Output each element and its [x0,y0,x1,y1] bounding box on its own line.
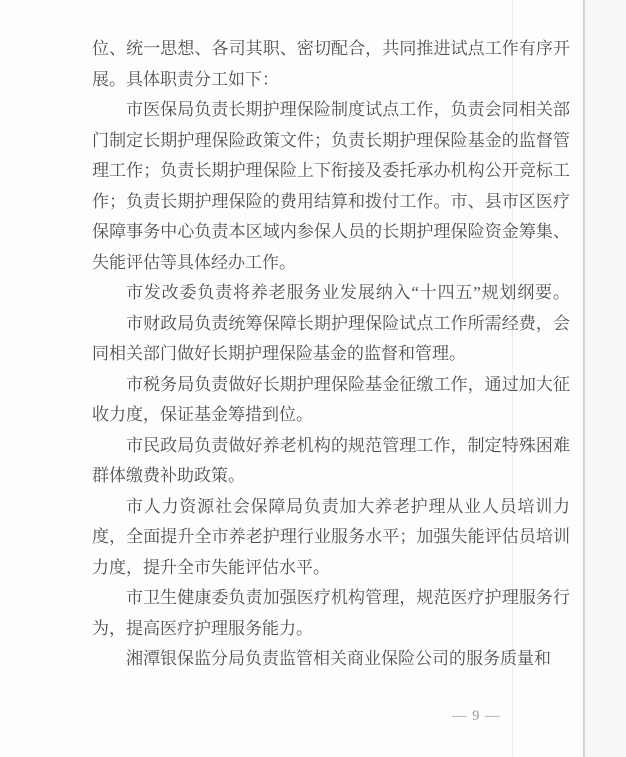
page-number: — 9 — [452,708,501,724]
text-line: 市人力资源社会保障局负责加大养老护理从业人员培训力 [126,496,570,516]
text-line: 为，提高医疗护理服务能力。 [92,618,313,638]
text-line: 力度，提升全市失能评估水平。 [92,557,330,577]
text-line: 展。具体职责分工如下： [92,69,279,89]
scan-artifact-line [583,0,585,757]
text-line: 保障事务中心负责本区域内参保人员的长期护理保险资金筹集、 [92,222,570,241]
text-line: 群体缴费补助政策。 [92,466,245,485]
text-line: 市医保局负责长期护理保险制度试点工作，负责会同相关部 [126,100,570,119]
text-block [92,34,570,675]
text-line: 市财政局负责统筹保障长期护理保险试点工作所需经费，会 [126,313,570,333]
text-line: 市民政局负责做好养老机构的规范管理工作，制定特殊困难 [126,435,570,455]
text-line: 市发改委负责将养老服务业发展纳入“十四五”规划纲要。 [126,283,570,302]
text-line: 市卫生健康委负责加强医疗机构管理，规范医疗护理服务行 [126,588,570,607]
text-line: 理工作；负责长期护理保险上下衔接及委托承办机构公开竞标工 [92,161,570,180]
text-line: 度，全面提升全市养老护理行业服务水平；加强失能评估员培训 [92,527,570,546]
text-line: 门制定长期护理保险政策文件；负责长期护理保险基金的监督管 [92,130,570,150]
text-line: 同相关部门做好长期护理保险基金的监督和管理。 [92,344,466,363]
text-line: 位、统一思想、各司其职、密切配合，共同推进试点工作有序开 [92,39,570,58]
text-line: 湘潭银保监分局负责监管相关商业保险公司的服务质量和 [126,649,551,668]
text-line: 市税务局负责做好长期护理保险基金征缴工作，通过加大征 [126,374,570,394]
text-line: 收力度，保证基金筹措到位。 [92,405,313,424]
text-line: 失能评估等具体经办工作。 [92,252,296,272]
text-line: 作；负责长期护理保险的费用结算和拨付工作。市、县市区医疗 [92,191,570,211]
scan-edge-region [585,0,626,757]
